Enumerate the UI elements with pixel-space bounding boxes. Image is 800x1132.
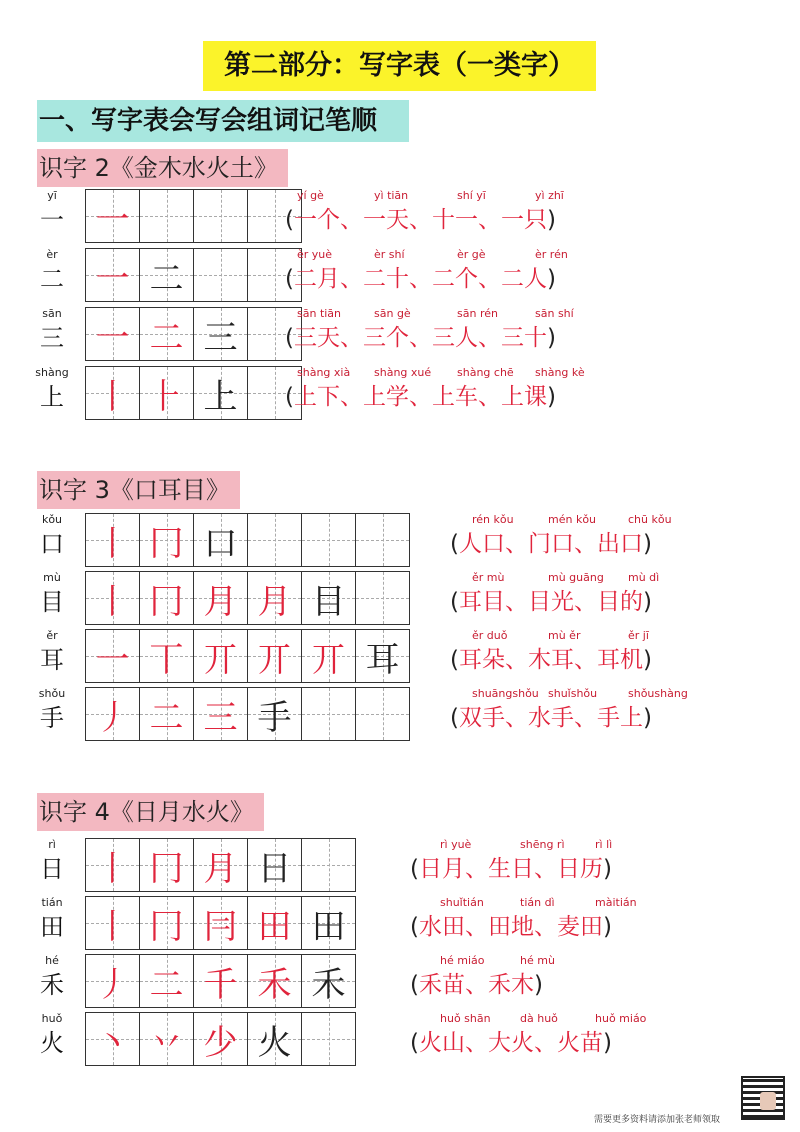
grid-cell [248,897,302,949]
close-paren: ) [602,856,612,882]
character-label [32,954,72,1002]
word-group [410,1012,647,1058]
character-label [32,629,72,677]
character-pinyin: kǒu [41,513,63,526]
word-pinyin: ěr duǒ [472,629,508,642]
word-pinyin: mù ěr [548,629,581,642]
stroke-step: 二 [149,258,184,299]
words-text: 日月、生日、日历 [418,856,603,882]
grid-cell [140,249,194,301]
word-pinyin: ěr mù [472,571,505,584]
stroke-order-grid [85,513,410,567]
character: 二 [40,265,64,293]
word-group [450,571,660,617]
character: 日 [40,855,64,883]
grid-cell [86,955,140,1007]
word-pinyin: shǒushàng [628,687,688,700]
stroke-order-grid [85,307,302,361]
stroke-step: 三 [203,697,238,738]
character: 田 [40,913,64,941]
word-pinyin: sān shí [535,307,574,320]
character-label [32,571,72,619]
close-paren: ) [546,266,556,292]
word-pinyin: shàng kè [535,366,585,379]
word-pinyin: màitián [595,896,637,909]
open-paren: ( [450,589,459,615]
stroke-step: 丿 [95,697,130,738]
stroke-step: 丨 [95,376,130,417]
grid-cell [140,367,194,419]
grid-cell [194,190,248,242]
grid-cell [86,572,140,624]
grid-cell [140,897,194,949]
grid-cell [86,1013,140,1065]
stroke-order-grid [85,366,302,420]
character-pinyin: ěr [46,629,58,642]
word-group [285,189,564,235]
character-row [32,571,792,625]
words-text: 人口、门口、出口 [458,531,643,557]
stroke-step: 丌 [257,639,292,680]
word-pinyin: shuāngshǒu [472,687,539,700]
stroke-step: 月 [203,581,238,622]
footer-note: 需要更多资料请添加张老师领取 [594,1115,721,1125]
lesson-label: 识字 2《金木水火土》 [37,149,288,187]
words-text: 水田、田地、麦田 [418,914,603,940]
grid-cell [140,1013,194,1065]
word-pinyin: rì yuè [440,838,472,851]
character-pinyin: hé [45,954,59,967]
word-pinyin: ěr jī [628,629,649,642]
character: 耳 [40,646,64,674]
stroke-step: 月 [203,848,238,889]
grid-cell [194,1013,248,1065]
grid-cell [356,688,409,740]
word-pinyin: yí gè [297,189,324,202]
open-paren: ( [285,266,294,292]
stroke-step: 二 [149,964,184,1005]
stroke-step: 田 [311,906,346,947]
lesson-label: 识字 3《口耳目》 [37,471,240,509]
character-row [32,954,792,1008]
character-label [32,1012,72,1060]
grid-cell [248,630,302,682]
stroke-order-grid [85,189,302,243]
open-paren: ( [285,384,294,410]
grid-cell [194,308,248,360]
word-pinyin: hé mù [520,954,555,967]
word-pinyin: rì lì [595,838,613,851]
stroke-step: 丨 [95,523,130,564]
words-text: 二月、二十、二个、二人 [293,266,547,292]
words-text: 三天、三个、三人、三十 [293,325,547,351]
stroke-step: 三 [203,317,238,358]
character-pinyin: tián [41,896,63,909]
stroke-step: 丨 [95,581,130,622]
open-paren: ( [410,1030,419,1056]
stroke-step: ⺊ [149,376,184,417]
stroke-step: 口 [203,523,238,564]
grid-cell [302,955,355,1007]
words-text: 禾苗、禾木 [418,972,534,998]
stroke-step: 冃 [203,906,238,947]
open-paren: ( [450,531,459,557]
character-row [32,248,792,302]
grid-cell [356,514,409,566]
word-group [410,896,637,942]
word-pinyin: rén kǒu [472,513,514,526]
grid-cell [140,630,194,682]
character-pinyin: rì [48,838,56,851]
character: 三 [40,324,64,352]
word-pinyin: yì tiān [374,189,409,202]
stroke-order-grid [85,896,356,950]
grid-cell [86,249,140,301]
grid-cell [86,839,140,891]
word-group [410,954,555,1000]
grid-cell [248,1013,302,1065]
word-pinyin: sān gè [374,307,411,320]
stroke-step: 禾 [257,964,292,1005]
grid-cell [302,688,356,740]
grid-cell [302,1013,355,1065]
character-pinyin: èr [46,248,58,261]
stroke-step: 一 [95,258,130,299]
character-row [32,513,792,567]
grid-cell [86,308,140,360]
word-group [450,513,672,559]
grid-cell [248,839,302,891]
grid-cell [356,630,409,682]
close-paren: ) [546,207,556,233]
character: 上 [40,383,64,411]
stroke-step: 一 [95,199,130,240]
character: 火 [40,1029,64,1057]
character: 一 [40,206,64,234]
grid-cell [248,688,302,740]
stroke-step: 手 [257,697,292,738]
close-paren: ) [602,914,612,940]
grid-cell [248,572,302,624]
word-pinyin: sān rén [457,307,498,320]
word-pinyin: èr shí [374,248,405,261]
character-pinyin: sān [42,307,62,320]
character-row [32,896,792,950]
stroke-step: 丷 [149,1022,184,1063]
character-label [32,307,72,355]
character-pinyin: huǒ [41,1012,63,1025]
grid-cell [86,688,140,740]
grid-cell [140,839,194,891]
open-paren: ( [285,325,294,351]
character-label [32,366,72,414]
lesson-label: 识字 4《日月水火》 [37,793,264,831]
stroke-step: 丶 [95,1022,130,1063]
close-paren: ) [642,647,652,673]
word-pinyin: mù guāng [548,571,604,584]
word-pinyin: mén kǒu [548,513,597,526]
grid-cell [302,572,356,624]
stroke-order-grid [85,571,410,625]
words-text: 双手、水手、手上 [458,705,643,731]
stroke-step: 冂 [149,523,184,564]
character-label [32,896,72,944]
grid-cell [194,367,248,419]
stroke-step: 丌 [203,639,238,680]
grid-cell [86,514,140,566]
character-row [32,687,792,741]
stroke-step: 少 [203,1022,238,1063]
open-paren: ( [285,207,294,233]
grid-cell [302,514,356,566]
stroke-step: 冂 [149,906,184,947]
word-pinyin: shuǐshǒu [548,687,598,700]
grid-cell [194,688,248,740]
stroke-step: 一 [95,639,130,680]
character-row [32,189,792,243]
grid-cell [194,572,248,624]
grid-cell [86,630,140,682]
character: 口 [40,530,64,558]
close-paren: ) [642,705,652,731]
stroke-order-grid [85,1012,356,1066]
open-paren: ( [450,647,459,673]
close-paren: ) [602,1030,612,1056]
stroke-step: 丨 [95,906,130,947]
grid-cell [302,630,356,682]
word-pinyin: shuǐtián [440,896,484,909]
word-pinyin: chū kǒu [628,513,672,526]
word-group [410,838,612,884]
word-pinyin: yì zhī [535,189,564,202]
stroke-step: 千 [203,964,238,1005]
character-pinyin: shàng [35,366,69,379]
stroke-order-grid [85,838,356,892]
stroke-step: 冂 [149,848,184,889]
stroke-order-grid [85,248,302,302]
open-paren: ( [410,914,419,940]
open-paren: ( [410,856,419,882]
close-paren: ) [533,972,543,998]
page-title: 第二部分：写字表（一类字） [203,41,596,91]
close-paren: ) [546,384,556,410]
stroke-step: 丅 [149,639,184,680]
grid-cell [302,897,355,949]
grid-cell [356,572,409,624]
character-label [32,687,72,735]
grid-cell [302,839,355,891]
word-pinyin: huǒ shān [440,1012,491,1025]
open-paren: ( [410,972,419,998]
stroke-step: 月 [257,581,292,622]
open-paren: ( [450,705,459,731]
character: 目 [40,588,64,616]
stroke-step: 一 [95,317,130,358]
words-text: 上下、上学、上车、上课 [293,384,547,410]
grid-cell [140,308,194,360]
stroke-order-grid [85,687,410,741]
word-pinyin: shàng xià [297,366,351,379]
grid-cell [86,367,140,419]
stroke-step: 冂 [149,581,184,622]
grid-cell [86,897,140,949]
character: 禾 [40,971,64,999]
word-pinyin: shí yī [457,189,486,202]
word-pinyin: tián dì [520,896,555,909]
grid-cell [140,688,194,740]
stroke-step: 丨 [95,848,130,889]
grid-cell [140,514,194,566]
word-pinyin: shēng rì [520,838,565,851]
word-pinyin: èr yuè [297,248,333,261]
stroke-step: 丌 [311,639,346,680]
close-paren: ) [546,325,556,351]
character-row [32,838,792,892]
stroke-step: 丿 [95,964,130,1005]
word-pinyin: hé miáo [440,954,485,967]
stroke-step: 二 [149,697,184,738]
close-paren: ) [642,531,652,557]
words-text: 耳目、目光、目的 [458,589,643,615]
grid-cell [194,514,248,566]
stroke-step: 禾 [311,964,346,1005]
word-pinyin: mù dì [628,571,660,584]
word-group [450,629,652,675]
stroke-step: 上 [203,376,238,417]
stroke-step: 二 [149,317,184,358]
stroke-step: 日 [257,848,292,889]
stroke-order-grid [85,629,410,683]
word-pinyin: shàng xué [374,366,432,379]
grid-cell [86,190,140,242]
avatar [760,1092,776,1110]
section-heading: 一、写字表会写会组词记笔顺 [37,100,409,142]
character-pinyin: shǒu [38,687,66,700]
word-pinyin: shàng chē [457,366,514,379]
character-row [32,366,792,420]
character-row [32,629,792,683]
character-row [32,1012,792,1066]
word-pinyin: èr rén [535,248,568,261]
words-text: 一个、一天、十一、一只 [293,207,547,233]
grid-cell [194,630,248,682]
character-label [32,513,72,561]
word-group [285,307,574,353]
word-pinyin: dà huǒ [520,1012,558,1025]
word-group [450,687,688,733]
grid-cell [140,955,194,1007]
grid-cell [194,955,248,1007]
stroke-step: 目 [311,581,346,622]
grid-cell [248,514,302,566]
word-group [285,366,585,412]
stroke-step: 耳 [365,639,400,680]
grid-cell [248,955,302,1007]
character-label [32,248,72,296]
grid-cell [194,839,248,891]
character-row [32,307,792,361]
character-label [32,838,72,886]
stroke-step: 田 [257,906,292,947]
grid-cell [194,249,248,301]
grid-cell [140,190,194,242]
words-text: 耳朵、木耳、耳机 [458,647,643,673]
character-pinyin: mù [43,571,61,584]
word-pinyin: sān tiān [297,307,342,320]
word-group [285,248,568,294]
word-pinyin: huǒ miáo [595,1012,647,1025]
word-pinyin: èr gè [457,248,486,261]
character-pinyin: yī [47,189,57,202]
grid-cell [140,572,194,624]
grid-cell [194,897,248,949]
stroke-order-grid [85,954,356,1008]
character: 手 [40,704,64,732]
close-paren: ) [642,589,652,615]
words-text: 火山、大火、火苗 [418,1030,603,1056]
character-label [32,189,72,237]
stroke-step: 火 [257,1022,292,1063]
